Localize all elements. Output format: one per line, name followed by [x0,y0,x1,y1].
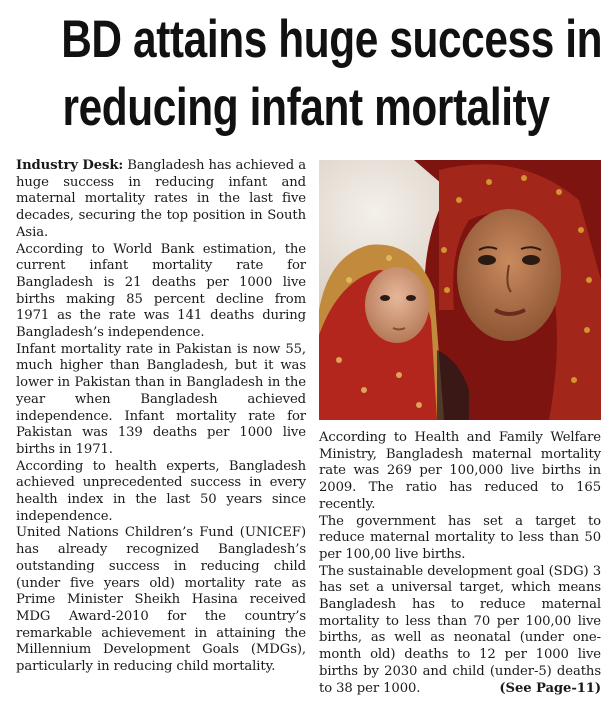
article-left-column [16,158,306,676]
article-right-column [319,430,601,697]
paragraph-6: According to Health and Family Welfare Ministry, Bangladesh maternal mortality rate was 269 per 100,000 live births in 2009. The ratio has reduced to 165 recently. [319,430,601,512]
paragraph-4: According to health experts, Bangladesh achieved unprecedented success in every health index in the last 50 years since independence. [16,458,306,524]
paragraph-3: Infant mortality rate in Pakistan is now 55, much higher than Bangladesh, but it was lower in Pakistan than in Bangladesh in the year when Bangladesh achieved independence. Infant mortality rate for Pakistan was 139 deaths per 1000 live births in 1971. [16,341,306,457]
mother-and-baby-photo [319,160,601,420]
paragraph-8-text: The sustainable development goal (SDG) 3 has set a universal target, which means Bangladesh has to reduce maternal mortality to less than 70 per 100,00 live births, as well as neonatal (under one-month old) deaths to 12 per 1000 live births by 2030 and child (under-5) deaths to 38 per 1000. [319,563,601,696]
paragraph-8 [319,564,601,698]
headline-line-1: BD attains huge success in [61,10,603,69]
paragraph-1-text: Bangladesh has achieved a huge success in reducing infant and maternal mortality rates in the last five decades, securing the top position in South Asia. [16,158,306,240]
paragraph-7: The government has set a target to reduce maternal mortality to less than 50 per 100,00 live births. [319,513,601,562]
photo-illustration [319,160,601,420]
byline: Industry Desk: [16,158,124,173]
paragraph-2: According to World Bank estimation, the current infant mortality rate for Bangladesh is 21 deaths per 1000 live births making 85 percent decline from 1971 as the rate was 141 deaths during Bangladesh’s independence. [16,241,306,341]
see-page-link: (See Page-11) [499,680,601,696]
headline-line-2: reducing infant mortality [62,78,550,137]
paragraph-5: United Nations Children’s Fund (UNICEF) has already recognized Bangladesh’s outstanding success in reducing child (under five years old) mortality rate as Prime Minister Sheikh Hasina received MDG Award-2010 for the country’s remarkable achievement in attaining the Millennium Development Goals (MDGs), particularly in reducing child mortality. [16,525,306,675]
headline [61,6,603,142]
paragraph-1 [16,158,306,242]
